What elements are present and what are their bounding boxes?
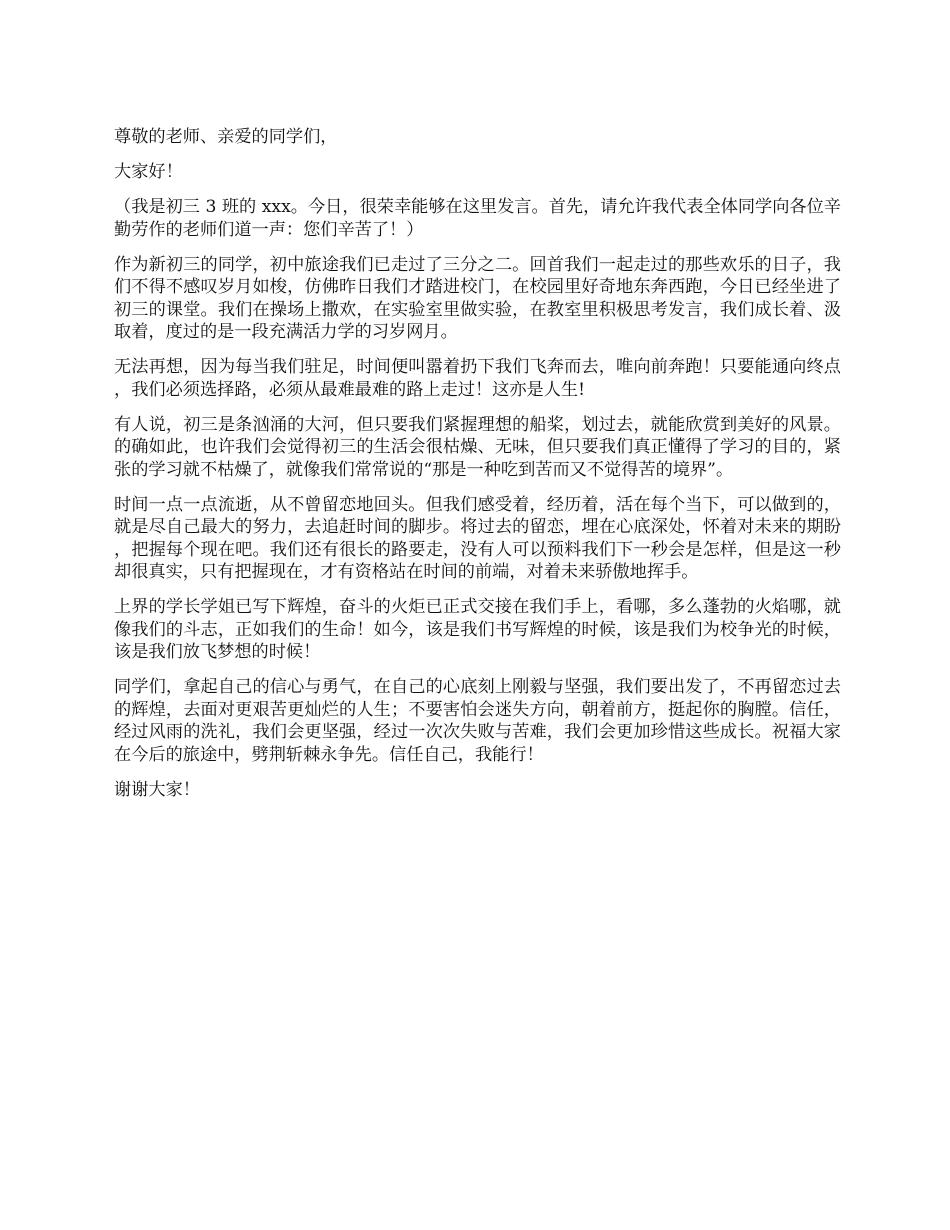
- body-paragraph-4: 时间一点一点流逝，从不曾留恋地回头。但我们感受着，经历着，活在每个当下，可以做到的，就是尽自己最大的努力，去追赶时间的脚步。将过去的留恋，埋在心底深处，怀着对未来的期盼，把握每个现在吧。我们还有很长的路要走，没有人可以预料我们下一秒会是怎样，但是这一秒却很真实，只有把握现在，才有资格站在时间的前端，对着未来骄傲地挥手。: [114, 494, 841, 582]
- body-paragraph-1: 作为新初三的同学，初中旅途我们已走过了三分之二。回首我们一起走过的那些欢乐的日子，我们不得不感叹岁月如梭，仿佛昨日我们才踏进校门，在校园里好奇地东奔西跑，今日已经坐进了初三的课堂。我们在操场上撒欢，在实验室里做实验，在教室里积极思考发言，我们成长着、汲取着，度过的是一段充满活力学的习岁网月。: [114, 254, 841, 342]
- salutation-line: 大家好！: [114, 162, 183, 182]
- body-paragraph-3: 有人说，初三是条汹涌的大河，但只要我们紧握理想的船桨，划过去，就能欣赏到美好的风景。的确如此，也许我们会觉得初三的生活会很枯燥、无味，但只要我们真正懂得了学习的目的，紧张的学习就不枯燥了，就像我们常常说的“那是一种吃到苦而又不觉得苦的境界”。: [114, 414, 841, 480]
- closing-line: 谢谢大家！: [114, 779, 200, 800]
- speech-document: [114, 126, 841, 814]
- body-paragraph-5: 上界的学长学姐已写下辉煌，奋斗的火炬已正式交接在我们手上，看哪，多么蓬勃的火焰哪，就像我们的斗志，正如我们的生命！如今，该是我们书写辉煌的时候，该是我们为校争光的时候，该是我们放飞梦想的时候！: [114, 597, 841, 662]
- body-paragraph-2: 无法再想，因为每当我们驻足，时间便叫嚣着扔下我们飞奔而去，唯向前奔跑！只要能通向终点，我们必须选择路，必须从最难最难的路上走过！这亦是人生!: [114, 357, 841, 400]
- body-paragraph-6: 同学们，拿起自己的信心与勇气，在自己的心底刻上刚毅与坚强，我们要出发了，不再留恋过去的辉煌，去面对更艰苦更灿烂的人生；不要害怕会迷失方向，朝着前方，挺起你的胸膛。信任，经过风雨的洗礼，我们会更坚强，经过一次次失败与苦难，我们会更加珍惜这些成长。祝福大家在今后的旅途中，劈荆斩棘永争先。信任自己，我能行！: [114, 677, 841, 765]
- greeting-line: 尊敬的老师、亲爱的同学们，: [114, 127, 338, 147]
- intro-paragraph: （我是初三 3 班的 xxx。今日，很荣幸能够在这里发言。首先，请允许我代表全体同学向各位辛勤劳作的老师们道一声：您们辛苦了！）: [114, 197, 841, 240]
